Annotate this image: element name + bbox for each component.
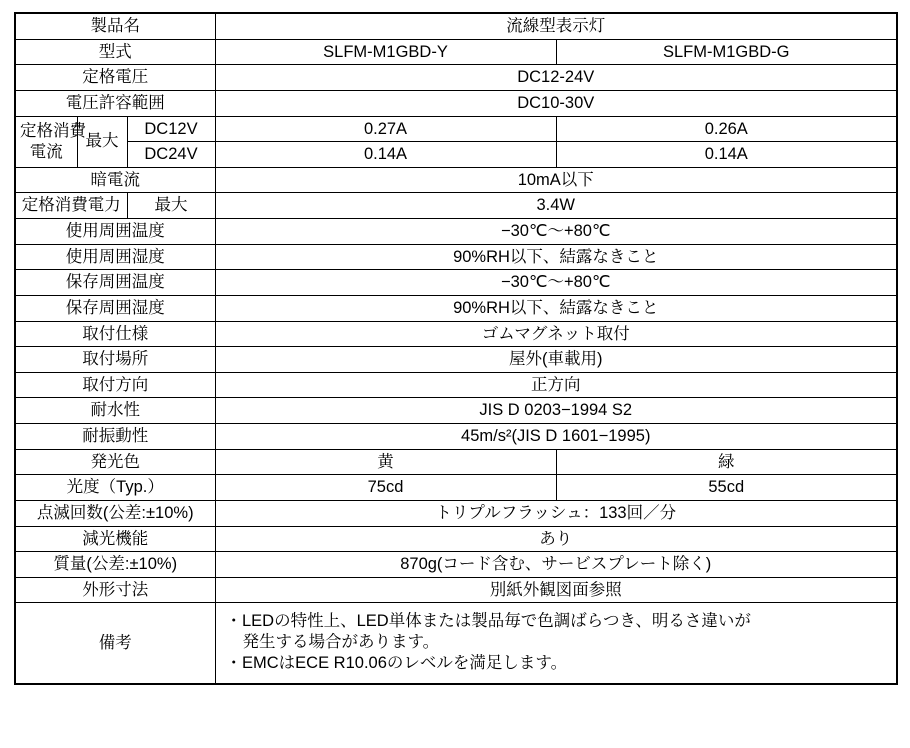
row-value: DC12-24V — [215, 65, 897, 91]
row-label: 使用周囲湿度 — [15, 244, 215, 270]
row-label: 取付仕様 — [15, 321, 215, 347]
row-label: 取付場所 — [15, 347, 215, 373]
row-label: 減光機能 — [15, 526, 215, 552]
row-value-yellow: SLFM-M1GBD-Y — [215, 39, 556, 65]
table-row — [15, 39, 897, 65]
table-row — [15, 500, 897, 526]
row-value: DC10-30V — [215, 90, 897, 116]
table-row — [15, 449, 897, 475]
row-label: 使用周囲温度 — [15, 219, 215, 245]
table-row — [15, 552, 897, 578]
table-row — [15, 475, 897, 501]
row-value: 90%RH以下、結露なきこと — [215, 244, 897, 270]
table-row — [15, 65, 897, 91]
row-label: 光度（Typ.） — [15, 475, 215, 501]
row-value-yellow: 0.27A — [215, 116, 556, 142]
row-value-green: 緑 — [556, 449, 897, 475]
row-label-current — [15, 116, 86, 167]
table-row — [15, 398, 897, 424]
row-label: 保存周囲湿度 — [15, 295, 215, 321]
row-value: あり — [215, 526, 897, 552]
specification-table — [14, 12, 898, 685]
table-row-remarks — [15, 603, 897, 684]
row-value: 流線型表示灯 — [215, 13, 897, 39]
row-label: 耐水性 — [15, 398, 215, 424]
row-label: 点滅回数(公差:±10%) — [15, 500, 215, 526]
row-value-yellow: 黄 — [215, 449, 556, 475]
row-label: 質量(公差:±10%) — [15, 552, 215, 578]
row-value-green: 55cd — [556, 475, 897, 501]
row-label-current-line2: 電流 — [29, 142, 63, 161]
row-value: −30℃〜+80℃ — [215, 270, 897, 296]
remarks-line-3: ・EMCはECE R10.06のレベルを満足します。 — [225, 653, 568, 672]
row-value: 870g(コード含む、サービスプレート除く) — [215, 552, 897, 578]
row-label-max: 最大 — [127, 193, 215, 219]
row-value: ゴムマグネット取付 — [215, 321, 897, 347]
row-label-current-line1: 定格消費 — [20, 122, 86, 140]
row-label: 発光色 — [15, 449, 215, 475]
table-row — [15, 372, 897, 398]
table-row — [15, 13, 897, 39]
table-row — [15, 270, 897, 296]
table-row — [15, 526, 897, 552]
table-row — [15, 116, 897, 142]
row-value: 10mA以下 — [215, 167, 897, 193]
row-label: 取付方向 — [15, 372, 215, 398]
row-label: 保存周囲温度 — [15, 270, 215, 296]
remarks-line-2: 発生する場合があります。 — [242, 633, 440, 651]
row-value: 3.4W — [215, 193, 897, 219]
row-value: −30℃〜+80℃ — [215, 219, 897, 245]
row-value: 45m/s²(JIS D 1601−1995) — [215, 424, 897, 450]
table-row — [15, 167, 897, 193]
table-row — [15, 424, 897, 450]
row-label-dc24v: DC24V — [127, 142, 215, 168]
row-value-green: 0.26A — [556, 116, 897, 142]
row-label: 耐振動性 — [15, 424, 215, 450]
row-label: 暗電流 — [15, 167, 215, 193]
table-row — [15, 295, 897, 321]
table-row — [15, 244, 897, 270]
row-label: 定格消費電力 — [15, 193, 127, 219]
row-label: 定格電圧 — [15, 65, 215, 91]
row-value: 別紙外観図面参照 — [215, 577, 897, 603]
table-row — [15, 90, 897, 116]
row-value-yellow: 0.14A — [215, 142, 556, 168]
remarks-label: 備考 — [15, 603, 215, 684]
remarks-content — [215, 603, 897, 684]
table-row — [15, 219, 897, 245]
table-row — [15, 142, 897, 168]
row-label-dc12v: DC12V — [127, 116, 215, 142]
row-label-max: 最大 — [77, 116, 127, 167]
table-row — [15, 321, 897, 347]
row-label: 電圧許容範囲 — [15, 90, 215, 116]
row-value: 90%RH以下、結露なきこと — [215, 295, 897, 321]
row-value: トリプルフラッシュ：133回／分 — [215, 500, 897, 526]
row-value: 正方向 — [215, 372, 897, 398]
table-row — [15, 577, 897, 603]
row-label: 型式 — [15, 39, 215, 65]
row-label: 外形寸法 — [15, 577, 215, 603]
row-value: JIS D 0203−1994 S2 — [215, 398, 897, 424]
row-value-green: 0.14A — [556, 142, 897, 168]
table-row — [15, 193, 897, 219]
row-label: 製品名 — [15, 13, 215, 39]
row-value-yellow: 75cd — [215, 475, 556, 501]
row-value-green: SLFM-M1GBD-G — [556, 39, 897, 65]
remarks-line-1: ・LEDの特性上、LED単体または製品毎で色調ばらつき、明るさ違いが — [225, 612, 751, 631]
row-value: 屋外(車載用) — [215, 347, 897, 373]
table-row — [15, 347, 897, 373]
